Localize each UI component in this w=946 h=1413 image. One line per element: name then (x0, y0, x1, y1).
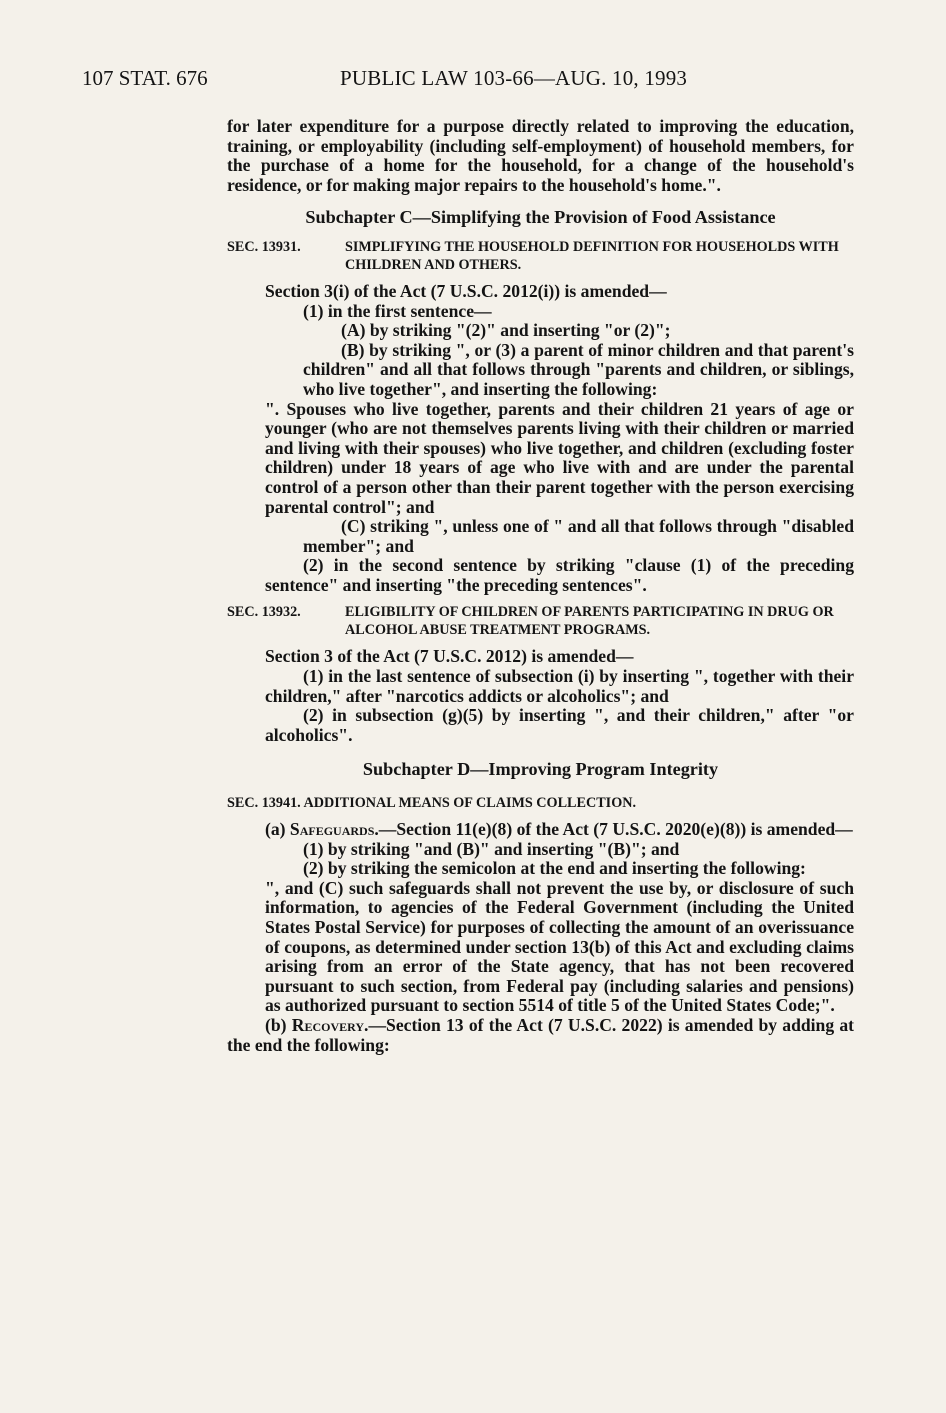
page-body (227, 117, 854, 1055)
section-lead: Section 3 of the Act (7 U.S.C. 2012) is amended— (265, 646, 634, 667)
subchapter-d-heading: Subchapter D—Improving Program Integrity (362, 759, 719, 780)
paragraph-1: (1) by striking "and (B)" and inserting "(B)"; and (303, 838, 680, 859)
subsection-a-heading: Safeguards (289, 819, 375, 840)
quoted-text: ". Spouses who live together, parents and their children 21 years of age or younger (who are not themselves parents living with their children or married and living with their spouses) who live together, and children (excluding foster children) under 18 years of age who live with and are under the parental control of a person other than their parent together with the person exercising parental control"; and (265, 398, 854, 517)
section-number: SEC. 13941. (227, 795, 301, 812)
section-title: SIMPLIFYING THE HOUSEHOLD DEFINITION FOR HOUSEHOLDS WITH CHILDREN AND OTHERS. (345, 238, 839, 273)
subparagraph-a: (A) by striking "(2)" and inserting "or (2)"; (341, 320, 671, 341)
subsection-b: (b) Recovery.—Section 13 of the Act (7 U.S.C. 2022) is amended by adding at the end the following: (227, 1014, 855, 1055)
subsection-a: (a) Safeguards.—Section 11(e)(8) of the Act (7 U.S.C. 2020(e)(8)) is amended— (265, 819, 853, 840)
page-header (82, 66, 882, 96)
section-title: ADDITIONAL MEANS OF CLAIMS COLLECTION. (303, 795, 637, 812)
section-13941-heading (227, 794, 854, 812)
subchapter-c-heading: Subchapter C—Simplifying the Provision of Food Assistance (305, 207, 776, 228)
running-head: PUBLIC LAW 103-66—AUG. 10, 1993 (340, 66, 688, 90)
subparagraph-c: (C) striking ", unless one of " and all that follows through "disabled member"; and (303, 516, 854, 556)
section-13932-heading (227, 603, 854, 639)
paragraph-1: (1) in the last sentence of subsection (i) by inserting ", together with their children," after "narcotics addicts or alcoholics"; and (265, 666, 854, 706)
subparagraph-b: (B) by striking ", or (3) a parent of minor children and that parent's children" and all that follows through "parents and children, or siblings, who live together", and inserting the following: (303, 339, 854, 399)
section-lead: Section 3(i) of the Act (7 U.S.C. 2012(i)) is amended— (265, 280, 667, 301)
continued-paragraph: for later expenditure for a purpose directly related to improving the education, training, or employability (including self-employment) of household members, for the purchase of a home for the household, for a change of the household's residence, or for making major repairs to the household's home.". (227, 116, 854, 195)
paragraph-2: (2) in subsection (g)(5) by inserting ", and their children," after "or alcoholics". (265, 705, 854, 745)
section-title: ELIGIBILITY OF CHILDREN OF PARENTS PARTICIPATING IN DRUG OR ALCOHOL ABUSE TREATMENT PROGRAMS. (345, 604, 834, 639)
section-13931-heading (227, 238, 854, 274)
section-number: SEC. 13931. (227, 238, 301, 255)
subsection-b-heading: Recovery (291, 1014, 365, 1035)
paragraph-2: (2) by striking the semicolon at the end and inserting the following: (303, 858, 806, 879)
quoted-text: ", and (C) such safeguards shall not prevent the use by, or disclosure of such information, to agencies of the Federal Government (including the United States Postal Service) for purposes of collecting the amount of an overissuance of coupons, as determined under section 13(b) of this Act and excluding claims arising from an error of the State agency, that has not been recovered pursuant to such section, from Federal pay (including salaries and pensions) as authorized pursuant to section 5514 of title 5 of the United States Code;". (265, 877, 854, 1016)
paragraph-2: (2) in the second sentence by striking "clause (1) of the preceding sentence" and inserting "the preceding sentences". (265, 555, 854, 595)
stat-page-reference: 107 STAT. 676 (82, 66, 208, 90)
paragraph-1: (1) in the first sentence— (303, 300, 492, 321)
section-number: SEC. 13932. (227, 604, 301, 621)
